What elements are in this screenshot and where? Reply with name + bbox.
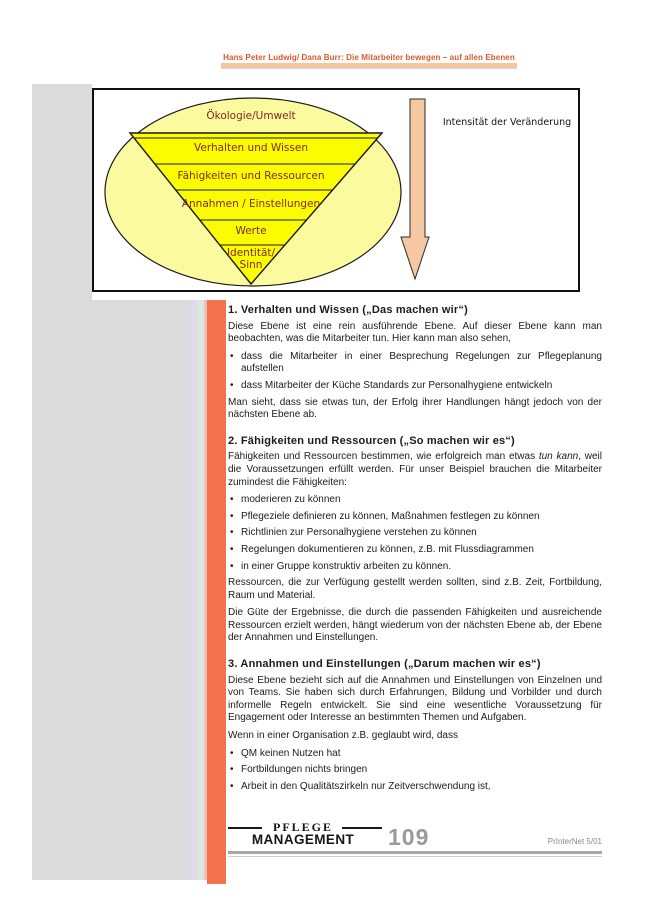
bullet-item — [228, 527, 602, 540]
arrow-caption: Intensität der Veränderung — [442, 117, 572, 128]
issue-label: PrInterNet 5/01 — [547, 837, 602, 846]
logo-management-text: MANAGEMENT — [251, 832, 355, 847]
bullet-text: moderieren zu können — [241, 494, 341, 506]
bullet-item — [228, 511, 602, 524]
section-heading: 3. Annahmen und Einstellungen („Darum machen wir es“) — [228, 658, 541, 671]
bullet-icon: • — [230, 527, 234, 539]
bullet-text: Arbeit in den Qualitätszirkeln nur Zeitverschwendung ist, — [241, 780, 491, 792]
bullet-text: in einer Gruppe konstruktiv arbeiten zu können. — [241, 560, 452, 572]
page-number: 109 — [388, 824, 430, 850]
paragraph: Die Güte der Ergebnisse, die durch die passenden Fähigkeiten und ausreichende Ressourcen erzielt werden, hängt wiederum von der nächsten Ebene ab, der Ebene der Annahmen und Einstellungen. — [228, 607, 602, 644]
bullet-item — [228, 380, 602, 393]
arrow-down-icon — [401, 99, 429, 279]
bullet-text: Richtlinien zur Personalhygiene verstehen zu können — [241, 527, 477, 539]
orange-accent-bar — [207, 300, 226, 884]
section-heading: 2. Fähigkeiten und Ressourcen („So machen wir es“) — [228, 434, 515, 447]
bullet-text: Regelungen dokumentieren zu können, z.B. mit Flussdiagrammen — [241, 543, 534, 555]
bullet-icon: • — [230, 747, 234, 759]
bullet-icon: • — [230, 764, 234, 776]
bullet-item — [228, 494, 602, 507]
bullet-item — [228, 544, 602, 557]
section-heading: 1. Verhalten und Wissen („Das machen wir“) — [228, 304, 468, 316]
footer-rule — [228, 851, 602, 854]
content-column — [228, 304, 602, 797]
bullet-item — [228, 781, 602, 794]
bullet-text: dass Mitarbeiter der Küche Standards zur Personalhygiene entwickeln — [241, 379, 553, 391]
diagram-label-environment: Ökologie/Umwelt — [206, 110, 296, 122]
bullet-icon: • — [230, 560, 234, 572]
header-underline — [221, 63, 517, 69]
paragraph-italic: tun kann — [538, 451, 579, 463]
paragraph: Ressourcen, die zur Verfügung gestellt werden sollten, sind z.B. Zeit, Fortbildung, Raum und Material. — [228, 577, 602, 601]
diagram-level-label: Fähigkeiten und Ressourcen — [177, 170, 325, 182]
bullet-icon: • — [230, 780, 234, 792]
logo-rule-right — [342, 827, 382, 829]
bullet-text: Fortbildungen nichts bringen — [241, 764, 368, 776]
paragraph: Man sieht, dass sie etwas tun, der Erfolg ihrer Handlungen hängt jedoch von der nächsten Ebene ab. — [228, 396, 602, 421]
bullet-item — [228, 351, 602, 376]
logo-pflege-text: PFLEGE — [272, 820, 333, 834]
bullet-icon: • — [230, 379, 234, 391]
bullet-icon: • — [230, 543, 234, 555]
bullet-icon: • — [230, 350, 234, 362]
bullet-text: dass die Mitarbeiter in einer Besprechung Regelungen zur Pflegeplanung aufstellen — [241, 350, 602, 375]
diagram-apex-label-line2: Sinn — [239, 259, 263, 271]
diagram-level-label: Verhalten und Wissen — [194, 142, 308, 154]
footer-rule-light — [228, 856, 602, 857]
footer-logo — [234, 821, 372, 846]
left-margin-block — [32, 300, 190, 880]
paragraph: Diese Ebene ist eine rein ausführende Ebene. Auf dieser Ebene kann man beobachten, was die Mitarbeiter tun. Hier kann man also sehen, — [228, 320, 602, 345]
strip-lavender — [190, 300, 197, 880]
paragraph: Wenn in einer Organisation z.B. geglaubt wird, dass — [228, 730, 458, 742]
bullet-text: QM keinen Nutzen hat — [241, 747, 341, 759]
logo-rule-left — [228, 827, 262, 829]
diagram-level-label: Werte — [235, 225, 267, 237]
paragraph-text: , weil die Voraussetzungen erfüllt werden. Für unser Beispiel brauchen die Mitarbeiter zumindest die Fähigkeiten: — [228, 451, 602, 488]
bullet-text: Pflegeziele definieren zu können, Maßnahmen festlegen zu können — [241, 510, 540, 522]
bullet-item — [228, 561, 602, 574]
article-header-title: Hans Peter Ludwig/ Dana Burr: Die Mitarbeiter bewegen – auf allen Ebenen — [223, 53, 515, 62]
bullet-icon: • — [230, 510, 234, 522]
paragraph — [228, 451, 602, 489]
strip-mint — [197, 300, 204, 880]
bullet-item — [228, 764, 602, 777]
bullet-icon: • — [230, 494, 234, 506]
footer-area — [228, 820, 602, 866]
paragraph-text: Fähigkeiten und Ressourcen bestimmen, wie erfolgreich man etwas — [228, 451, 539, 463]
diagram-level-label: Annahmen / Einstellungen — [181, 198, 321, 210]
bullet-item — [228, 748, 602, 761]
diagram-apex-label-line1: Identität/ — [226, 247, 276, 259]
levels-diagram — [92, 88, 580, 292]
left-margin-strip — [32, 84, 92, 300]
paragraph: Diese Ebene bezieht sich auf die Annahmen und Einstellungen von Einzelnen und von Teams. Sie haben sich durch Erfahrungen, Bildung und Vorbilder und durch informelle Regeln entwickelt. Sie sind eine wesentliche Voraussetzung für Engagement oder Interesse an bestimmten Themen und Aufgaben. — [228, 674, 602, 724]
